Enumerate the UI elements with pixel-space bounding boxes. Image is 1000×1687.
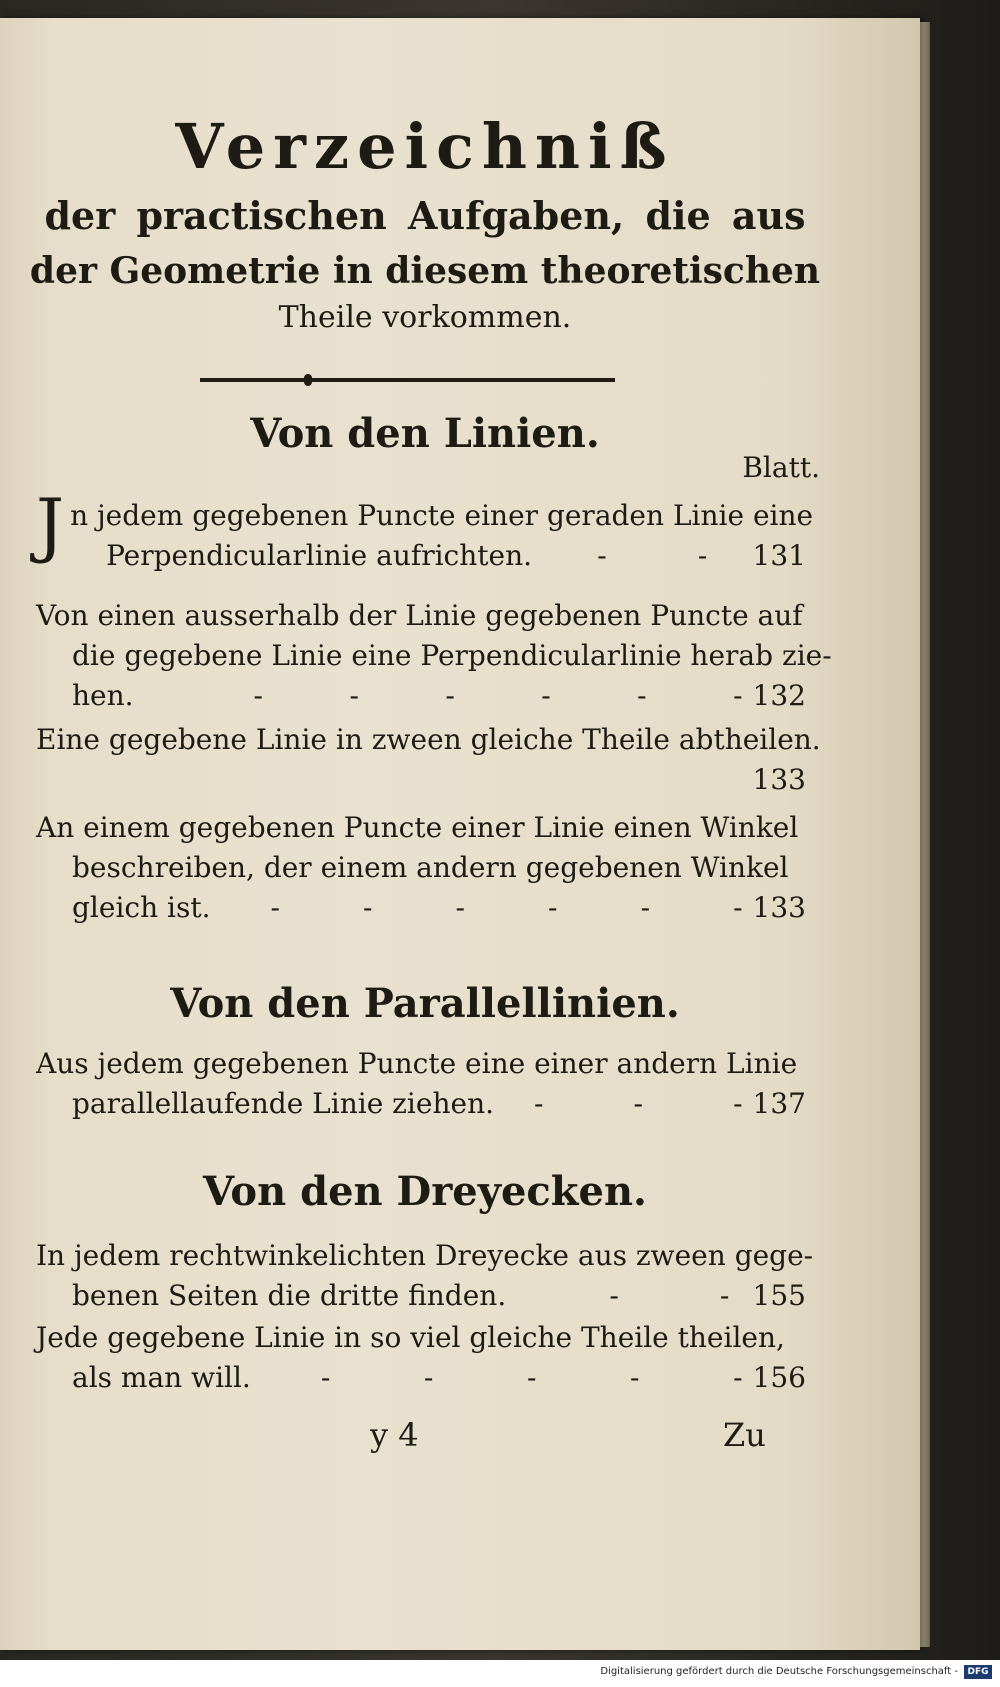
entry-dreyecken-1 <box>36 1236 814 1316</box>
entry-linien-4 <box>36 808 806 928</box>
subtitle-line-3: Theile vorkommen. <box>278 300 572 335</box>
entry-parallellinien-1 <box>36 1044 806 1124</box>
entry-line: als man will. <box>72 1361 251 1394</box>
subtitle-line-2: der Geometrie in diesem theoretischen <box>29 250 821 292</box>
leader-dashes: - - - - - <box>320 1361 743 1394</box>
leader-dashes: - - - - - - <box>253 679 743 712</box>
entry-linien-3 <box>36 720 821 800</box>
entry-line: beschreiben, der einem andern gegebenen Winkel <box>72 851 789 884</box>
entry-line: Aus jedem gegebenen Puncte eine einer andern Linie <box>36 1047 798 1080</box>
entry-line: parallellaufende Linie ziehen. <box>72 1087 494 1120</box>
page-number: 132 <box>752 679 806 712</box>
page-number: 156 <box>752 1361 806 1394</box>
ornamental-rule <box>200 378 615 382</box>
entry-line: In jedem rechtwinkelichten Dreyecke aus zween gege- <box>36 1239 814 1272</box>
subtitle-line-1: der practischen Aufgaben, die aus <box>44 193 806 238</box>
section-heading-linien: Von den Linien. <box>250 410 600 457</box>
page-edge <box>920 22 930 1647</box>
entry-last-line <box>70 536 806 576</box>
entry-line: An einem gegebenen Puncte einer Linie einen Winkel <box>36 811 799 844</box>
leader-dashes: - - - <box>534 1087 743 1120</box>
dfg-logo: DFG <box>964 1665 992 1679</box>
entry-line: die gegebene Linie eine Perpendicularlinie herab zie- <box>72 639 832 672</box>
entry-last-line <box>36 1276 806 1316</box>
section-heading-dreyecken: Von den Dreyecken. <box>203 1168 647 1215</box>
entry-last-line <box>36 1084 806 1124</box>
entry-linien-2 <box>36 596 832 716</box>
page-number: 133 <box>752 891 806 924</box>
entry-line: Jede gegebene Linie in so viel gleiche Theile theilen, <box>36 1321 785 1354</box>
book-page <box>0 18 920 1650</box>
entry-last-line <box>36 676 806 716</box>
entry-linien-1 <box>36 484 814 576</box>
entry-line: Eine gegebene Linie in zween gleiche Theile abtheilen. <box>36 723 821 756</box>
signature-mark: y 4 <box>370 1416 419 1454</box>
leader-dashes: - - - - - - <box>270 891 743 924</box>
entry-last-line <box>36 888 806 928</box>
drop-cap: J <box>36 484 65 566</box>
page-number: 155 <box>752 1279 806 1312</box>
page-number: 133 <box>752 763 806 796</box>
page-number: 131 <box>752 539 806 572</box>
entry-line: benen Seiten die dritte finden. <box>72 1279 507 1312</box>
credit-bar <box>0 1660 1000 1687</box>
entry-dreyecken-2 <box>36 1318 806 1398</box>
entry-last-line <box>36 1358 806 1398</box>
page-number: 137 <box>752 1087 806 1120</box>
credit-text: Digitalisierung gefördert durch die Deutsche Forschungsgemeinschaft - <box>600 1666 958 1677</box>
rule-ornament <box>304 374 312 386</box>
entry-line: hen. <box>72 679 134 712</box>
entry-line: Von einen ausserhalb der Linie gegebenen Puncte auf <box>36 599 803 632</box>
leader-dashes: - - <box>597 539 708 572</box>
entry-line: Perpendicularlinie aufrichten. <box>106 539 533 572</box>
page-title: Verzeichniß <box>175 110 675 183</box>
section-heading-parallellinien: Von den Parallellinien. <box>170 980 680 1027</box>
page-column-header: Blatt. <box>742 451 820 484</box>
entry-line: gleich ist. <box>72 891 211 924</box>
catchword: Zu <box>723 1416 766 1454</box>
entry-line: n jedem gegebenen Puncte einer geraden Linie eine <box>70 499 814 532</box>
leader-dashes: - - <box>609 1279 730 1312</box>
